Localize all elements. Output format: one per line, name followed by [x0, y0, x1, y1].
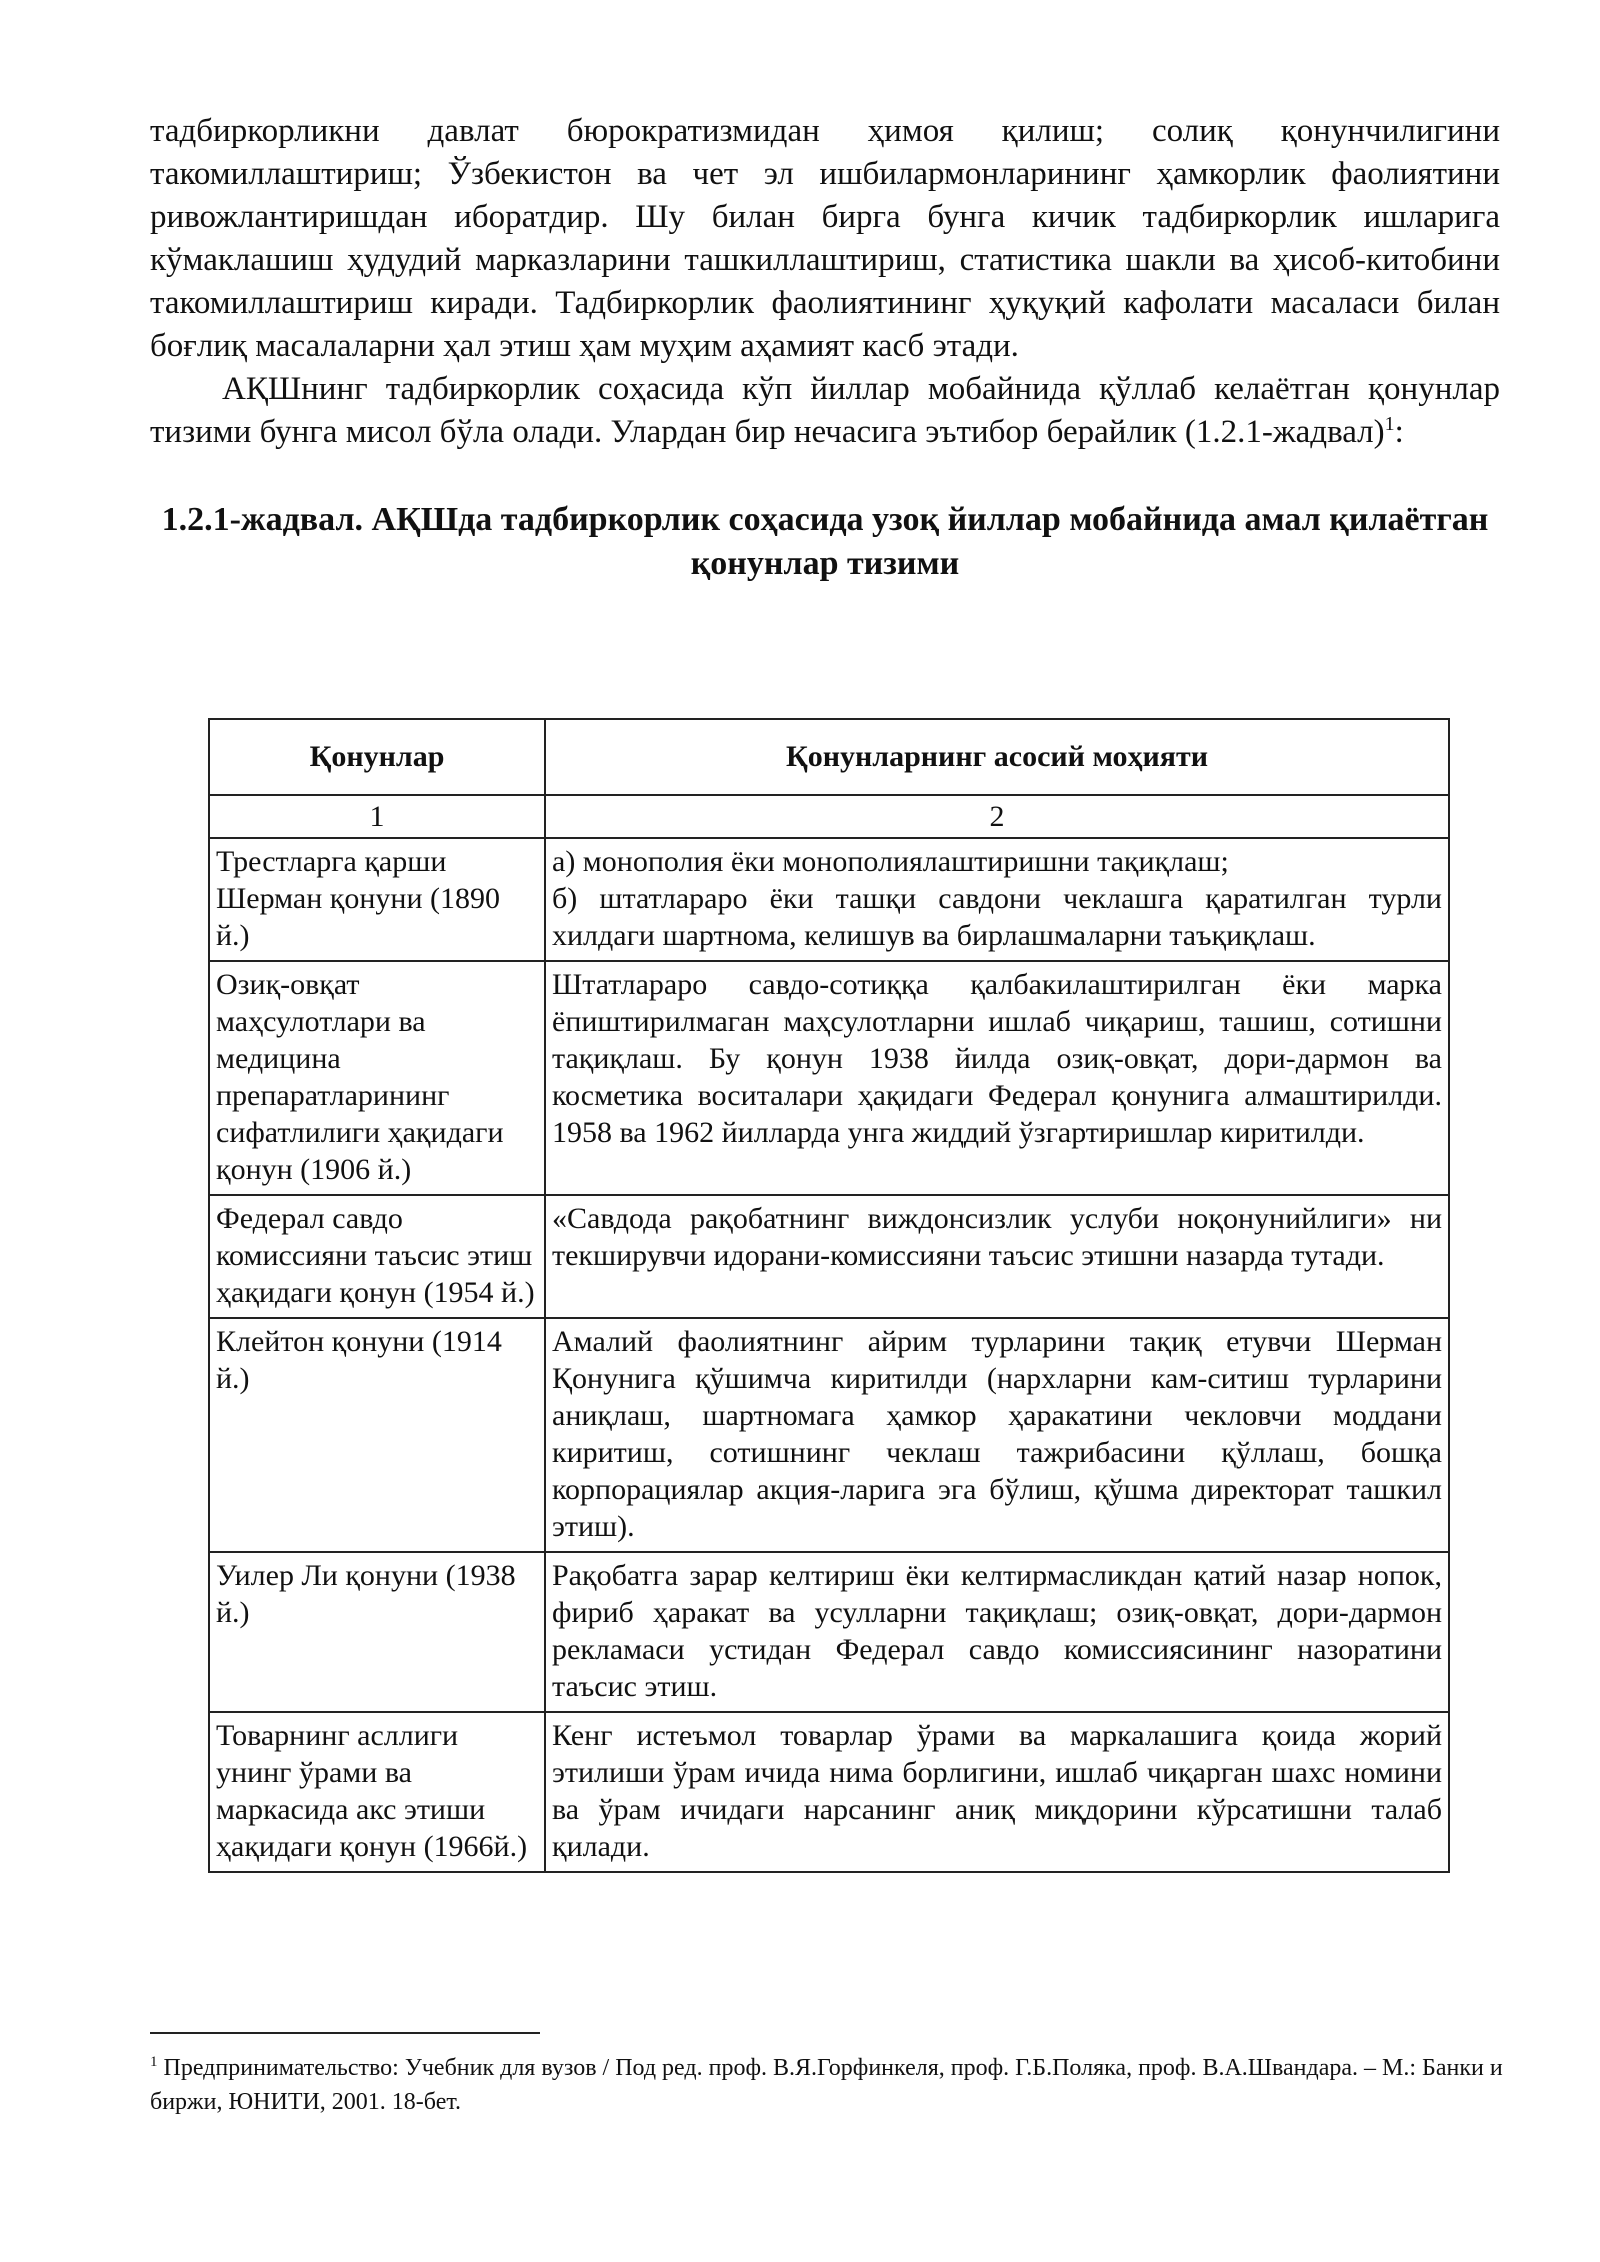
header-laws: Қонунлар: [209, 719, 545, 795]
table-row: [209, 1195, 1449, 1318]
law-name-cell: Товарнинг асллиги унинг ўрами ва маркасида акс этиши ҳақидаги қонун (1966й.): [209, 1712, 545, 1872]
law-name-cell: Федерал савдо комиссияни таъсис этиш ҳақидаги қонун (1954 й.): [209, 1195, 545, 1318]
law-description-cell: Кенг истеъмол товарлар ўрами ва маркалашига қоида жорий этилиши ўрам ичида нима борлигини, ишлаб чиқарган шахс номини ва ўрам ичидаги нарсанинг аниқ миқдорини кўрсатишни талаб қилади.: [545, 1712, 1449, 1872]
footnote: [150, 2045, 1510, 2119]
paragraph-2-text: АҚШнинг тадбиркорлик соҳасида кўп йиллар мобайнида қўллаб келаётган қонунлар тизими бунга мисол бўла олади. Улардан бир нечасига эътибор берайлик (1.2.1-жадвал): [150, 371, 1500, 450]
column-number-row: [209, 795, 1449, 838]
document-body: [150, 110, 1500, 586]
footnote-separator: [150, 2032, 540, 2034]
table-row: [209, 838, 1449, 961]
law-description-cell: Рақобатга зарар келтириш ёки келтирмасликдан қатий назар нопок, фириб ҳаракат ва усулларни тақиқлаш; озиқ-овқат, дори-дармон рекламаси устидан Федерал савдо комиссиясининг назоратини таъсис этиш.: [545, 1552, 1449, 1712]
law-description-cell: «Савдода рақобатнинг виждонсизлик услуби ноқонунийлиги» ни текширувчи идорани-комиссияни таъсис этишни назарда тутади.: [545, 1195, 1449, 1318]
law-name-cell: Озиқ-овқат маҳсулотлари ва медицина препаратларининг сифатлилиги ҳақидаги қонун (1906 й.): [209, 961, 545, 1195]
footnote-mark: 1: [150, 2054, 158, 2070]
law-description-cell: Штатлараро савдо-сотиққа қалбакилаштирилган ёки марка ёпиштирилмаган маҳсулотларни ишлаб чиқариш, ташиш, сотишни тақиқлаш. Бу қонун 1938 йилда озиқ-овқат, дори-дармон ва косметика воситалари ҳақидаги Федерал қонунига алмаштирилди. 1958 ва 1962 йилларда унга жиддий ўзгартиришлар киритилди.: [545, 961, 1449, 1195]
table-body: [209, 838, 1449, 1872]
table-row: [209, 961, 1449, 1195]
paragraph-1: тадбиркорликни давлат бюрократизмидан ҳимоя қилиш; солиқ қонунчилигини такомиллаштириш; Ўзбекистон ва чет эл ишбилармонларининг ҳамкорлик фаолиятини ривожлантиришдан иборатдир. Шу билан бирга бунга кичик тадбиркорлик ишларига кўмаклашиш ҳудудий марказларини ташкиллаштириш, статистика шакли ва ҳисоб-китобини такомиллаштириш киради. Тадбиркорлик фаолиятининг ҳуқуқий кафолати масаласи билан боғлиқ масалаларни ҳал этиш ҳам муҳим аҳамият касб этади.: [150, 113, 1500, 364]
law-name-cell: Уилер Ли қонуни (1938 й.): [209, 1552, 545, 1712]
footnote-text: Предпринимательство: Учебник для вузов / Под ред. проф. В.Я.Горфинкеля, проф. Г.Б.Поляка, проф. В.А.Швандара. – М.: Банки и биржи, ЮНИТИ, 2001. 18-бет.: [150, 2055, 1503, 2115]
law-description-cell: Амалий фаолиятнинг айрим турларини тақиқ етувчи Шерман Қонунига қўшимча киритилди (нархларни кам-ситиш турларини аниқлаш, шартномага ҳамкор ҳаракатини чекловчи моддани киритиш, сотишнинг чеклаш тажрибасини қўллаш, бошқа корпорациялар акция-ларига эга бўлиш, қўшма директорат ташкил этиш).: [545, 1318, 1449, 1552]
column-number-1: 1: [209, 795, 545, 838]
paragraph-2: [150, 368, 1500, 454]
table-title: 1.2.1-жадвал. АҚШда тадбиркорлик соҳасида узоқ йиллар мобайнида амал қилаётган қонунлар тизими: [161, 501, 1489, 582]
table-header-row: [209, 719, 1449, 795]
footnote-reference: 1: [1384, 413, 1395, 435]
header-essence: Қонунларнинг асосий моҳияти: [545, 719, 1449, 795]
law-name-cell: Клейтон қонуни (1914 й.): [209, 1318, 545, 1552]
table-row: [209, 1552, 1449, 1712]
laws-table: [208, 718, 1450, 1873]
law-name-cell: Трестларга қарши Шерман қонуни (1890 й.): [209, 838, 545, 961]
column-number-2: 2: [545, 795, 1449, 838]
table-row: [209, 1712, 1449, 1872]
paragraph-2-end: :: [1394, 414, 1404, 450]
table-row: [209, 1318, 1449, 1552]
law-description-cell: а) монополия ёки монополиялаштиришни тақиқлаш; б) штатлараро ёки ташқи савдони чеклашга қаратилган турли хилдаги шартнома, келишув ва бирлашмаларни таъқиқлаш.: [545, 838, 1449, 961]
